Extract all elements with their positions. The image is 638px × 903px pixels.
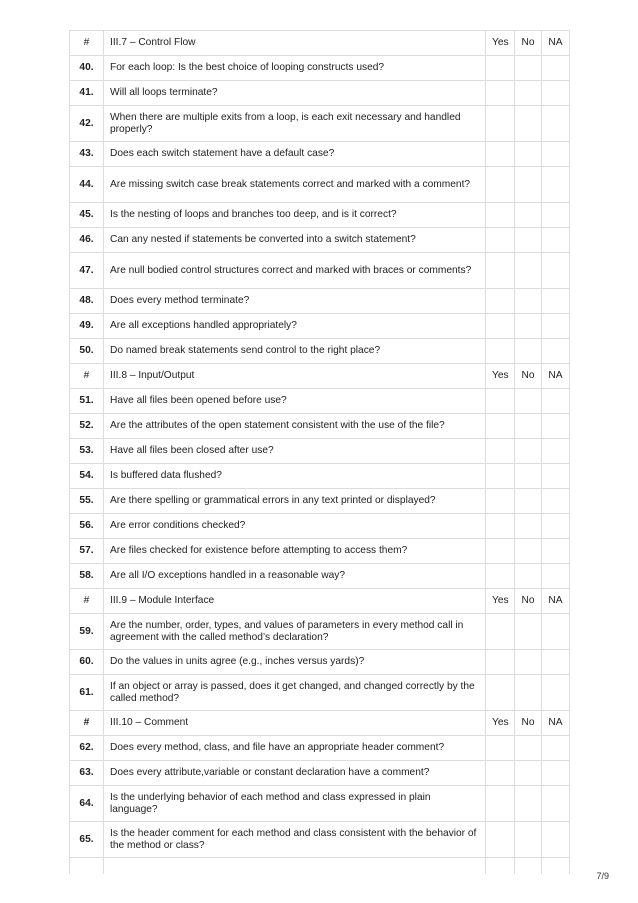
checklist-item-row bbox=[70, 736, 570, 761]
section-header-row bbox=[70, 711, 570, 736]
document-page bbox=[69, 30, 569, 874]
no-answer-cell bbox=[515, 167, 542, 203]
item-number: 45. bbox=[70, 203, 104, 228]
no-answer-cell bbox=[515, 514, 542, 539]
checklist-item-row bbox=[70, 822, 570, 858]
item-number: 48. bbox=[70, 289, 104, 314]
na-answer-cell bbox=[542, 564, 570, 589]
no-answer-cell bbox=[515, 253, 542, 289]
section-title: III.10 – Comment bbox=[104, 711, 486, 736]
checklist-body bbox=[70, 31, 570, 875]
item-question: Does every attribute,variable or constant declaration have a comment? bbox=[104, 761, 486, 786]
checklist-item-row bbox=[70, 81, 570, 106]
na-column-header: NA bbox=[542, 364, 570, 389]
item-number: 41. bbox=[70, 81, 104, 106]
item-number: 40. bbox=[70, 56, 104, 81]
no-answer-cell bbox=[515, 339, 542, 364]
item-question: Are all I/O exceptions handled in a reasonable way? bbox=[104, 564, 486, 589]
no-answer-cell bbox=[515, 822, 542, 858]
checklist-item-row bbox=[70, 203, 570, 228]
no-answer-cell bbox=[515, 464, 542, 489]
no-answer-cell bbox=[515, 81, 542, 106]
checklist-item-row bbox=[70, 786, 570, 822]
yes-column-header: Yes bbox=[486, 364, 515, 389]
checklist-item-row bbox=[70, 539, 570, 564]
item-number: 62. bbox=[70, 736, 104, 761]
item-number: 50. bbox=[70, 339, 104, 364]
section-title: III.8 – Input/Output bbox=[104, 364, 486, 389]
yes-answer-cell bbox=[486, 228, 515, 253]
item-question: Do the values in units agree (e.g., inches versus yards)? bbox=[104, 650, 486, 675]
item-number: 47. bbox=[70, 253, 104, 289]
section-title: III.7 – Control Flow bbox=[104, 31, 486, 56]
no-answer-cell bbox=[515, 203, 542, 228]
na-answer-cell bbox=[542, 439, 570, 464]
na-answer-cell bbox=[542, 289, 570, 314]
item-question: Are the number, order, types, and values of parameters in every method call in agreement with the called method’s declaration? bbox=[104, 614, 486, 650]
yes-answer-cell bbox=[486, 203, 515, 228]
checklist-item-row bbox=[70, 253, 570, 289]
na-answer-cell bbox=[542, 675, 570, 711]
checklist-item-row bbox=[70, 439, 570, 464]
checklist-item-row bbox=[70, 56, 570, 81]
yes-answer-cell bbox=[486, 56, 515, 81]
na-answer-cell bbox=[542, 389, 570, 414]
yes-answer-cell bbox=[486, 786, 515, 822]
item-number: 53. bbox=[70, 439, 104, 464]
na-answer-cell bbox=[542, 203, 570, 228]
item-number: 57. bbox=[70, 539, 104, 564]
item-question: Do named break statements send control to the right place? bbox=[104, 339, 486, 364]
item-question: Does each switch statement have a default case? bbox=[104, 142, 486, 167]
item-number: 55. bbox=[70, 489, 104, 514]
item-number: 43. bbox=[70, 142, 104, 167]
item-question: Is the header comment for each method and class consistent with the behavior of the method or class? bbox=[104, 822, 486, 858]
na-answer-cell bbox=[542, 228, 570, 253]
no-answer-cell bbox=[515, 439, 542, 464]
continued-cell bbox=[486, 858, 515, 875]
item-number: 44. bbox=[70, 167, 104, 203]
yes-answer-cell bbox=[486, 675, 515, 711]
item-question: Is the underlying behavior of each method and class expressed in plain language? bbox=[104, 786, 486, 822]
no-answer-cell bbox=[515, 314, 542, 339]
checklist-item-row bbox=[70, 289, 570, 314]
item-number: 65. bbox=[70, 822, 104, 858]
na-column-header: NA bbox=[542, 589, 570, 614]
checklist-item-row bbox=[70, 228, 570, 253]
item-number: 46. bbox=[70, 228, 104, 253]
item-question: Does every method, class, and file have an appropriate header comment? bbox=[104, 736, 486, 761]
no-column-header: No bbox=[515, 711, 542, 736]
na-answer-cell bbox=[542, 489, 570, 514]
no-answer-cell bbox=[515, 106, 542, 142]
yes-column-header: Yes bbox=[486, 589, 515, 614]
continued-row bbox=[70, 858, 570, 875]
no-answer-cell bbox=[515, 142, 542, 167]
na-answer-cell bbox=[542, 414, 570, 439]
no-answer-cell bbox=[515, 489, 542, 514]
na-column-header: NA bbox=[542, 31, 570, 56]
checklist-item-row bbox=[70, 514, 570, 539]
checklist-item-row bbox=[70, 339, 570, 364]
item-number: 60. bbox=[70, 650, 104, 675]
na-answer-cell bbox=[542, 339, 570, 364]
item-question: Are null bodied control structures correct and marked with braces or comments? bbox=[104, 253, 486, 289]
yes-answer-cell bbox=[486, 389, 515, 414]
section-header-row bbox=[70, 589, 570, 614]
yes-answer-cell bbox=[486, 614, 515, 650]
checklist-item-row bbox=[70, 464, 570, 489]
no-answer-cell bbox=[515, 650, 542, 675]
item-question: Have all files been closed after use? bbox=[104, 439, 486, 464]
section-header-row bbox=[70, 364, 570, 389]
item-question: Is the nesting of loops and branches too deep, and is it correct? bbox=[104, 203, 486, 228]
item-question: Will all loops terminate? bbox=[104, 81, 486, 106]
na-answer-cell bbox=[542, 142, 570, 167]
na-answer-cell bbox=[542, 81, 570, 106]
item-question: Does every method terminate? bbox=[104, 289, 486, 314]
yes-answer-cell bbox=[486, 736, 515, 761]
yes-answer-cell bbox=[486, 489, 515, 514]
item-question: Are error conditions checked? bbox=[104, 514, 486, 539]
yes-answer-cell bbox=[486, 822, 515, 858]
item-number: 51. bbox=[70, 389, 104, 414]
inspection-checklist-table bbox=[69, 30, 570, 874]
item-question: When there are multiple exits from a loop, is each exit necessary and handled properly? bbox=[104, 106, 486, 142]
yes-answer-cell bbox=[486, 289, 515, 314]
yes-answer-cell bbox=[486, 464, 515, 489]
na-answer-cell bbox=[542, 614, 570, 650]
checklist-item-row bbox=[70, 389, 570, 414]
checklist-item-row bbox=[70, 106, 570, 142]
na-answer-cell bbox=[542, 786, 570, 822]
item-question: Have all files been opened before use? bbox=[104, 389, 486, 414]
item-number: 49. bbox=[70, 314, 104, 339]
item-question: For each loop: Is the best choice of looping constructs used? bbox=[104, 56, 486, 81]
no-answer-cell bbox=[515, 389, 542, 414]
yes-answer-cell bbox=[486, 514, 515, 539]
na-answer-cell bbox=[542, 106, 570, 142]
na-column-header: NA bbox=[542, 711, 570, 736]
item-number: 63. bbox=[70, 761, 104, 786]
section-hash-cell: # bbox=[70, 364, 104, 389]
na-answer-cell bbox=[542, 464, 570, 489]
na-answer-cell bbox=[542, 539, 570, 564]
section-hash-cell: # bbox=[70, 589, 104, 614]
page-number: 7/9 bbox=[596, 871, 609, 881]
no-answer-cell bbox=[515, 228, 542, 253]
item-question: Can any nested if statements be converted into a switch statement? bbox=[104, 228, 486, 253]
checklist-item-row bbox=[70, 489, 570, 514]
na-answer-cell bbox=[542, 761, 570, 786]
no-answer-cell bbox=[515, 56, 542, 81]
checklist-item-row bbox=[70, 675, 570, 711]
na-answer-cell bbox=[542, 56, 570, 81]
na-answer-cell bbox=[542, 650, 570, 675]
item-question: Are the attributes of the open statement consistent with the use of the file? bbox=[104, 414, 486, 439]
item-number: 54. bbox=[70, 464, 104, 489]
yes-answer-cell bbox=[486, 439, 515, 464]
yes-answer-cell bbox=[486, 761, 515, 786]
item-question: Is buffered data flushed? bbox=[104, 464, 486, 489]
item-question: Are all exceptions handled appropriately? bbox=[104, 314, 486, 339]
na-answer-cell bbox=[542, 822, 570, 858]
section-hash-cell: # bbox=[70, 31, 104, 56]
checklist-item-row bbox=[70, 167, 570, 203]
yes-answer-cell bbox=[486, 253, 515, 289]
section-title: III.9 – Module Interface bbox=[104, 589, 486, 614]
item-number: 64. bbox=[70, 786, 104, 822]
no-column-header: No bbox=[515, 364, 542, 389]
yes-answer-cell bbox=[486, 81, 515, 106]
yes-answer-cell bbox=[486, 650, 515, 675]
no-column-header: No bbox=[515, 589, 542, 614]
yes-answer-cell bbox=[486, 106, 515, 142]
continued-cell bbox=[542, 858, 570, 875]
yes-answer-cell bbox=[486, 339, 515, 364]
item-number: 59. bbox=[70, 614, 104, 650]
checklist-item-row bbox=[70, 564, 570, 589]
no-answer-cell bbox=[515, 564, 542, 589]
item-number: 61. bbox=[70, 675, 104, 711]
checklist-item-row bbox=[70, 761, 570, 786]
no-answer-cell bbox=[515, 761, 542, 786]
item-question: Are files checked for existence before attempting to access them? bbox=[104, 539, 486, 564]
no-answer-cell bbox=[515, 675, 542, 711]
na-answer-cell bbox=[542, 736, 570, 761]
item-number: 56. bbox=[70, 514, 104, 539]
no-answer-cell bbox=[515, 289, 542, 314]
yes-column-header: Yes bbox=[486, 711, 515, 736]
continued-cell bbox=[515, 858, 542, 875]
continued-cell bbox=[70, 858, 104, 875]
item-number: 58. bbox=[70, 564, 104, 589]
no-answer-cell bbox=[515, 539, 542, 564]
no-answer-cell bbox=[515, 614, 542, 650]
yes-answer-cell bbox=[486, 564, 515, 589]
item-question: Are missing switch case break statements correct and marked with a comment? bbox=[104, 167, 486, 203]
na-answer-cell bbox=[542, 514, 570, 539]
yes-answer-cell bbox=[486, 539, 515, 564]
yes-answer-cell bbox=[486, 314, 515, 339]
yes-answer-cell bbox=[486, 142, 515, 167]
item-number: 42. bbox=[70, 106, 104, 142]
yes-answer-cell bbox=[486, 167, 515, 203]
section-header-row bbox=[70, 31, 570, 56]
checklist-item-row bbox=[70, 142, 570, 167]
checklist-item-row bbox=[70, 614, 570, 650]
continued-cell bbox=[104, 858, 486, 875]
no-column-header: No bbox=[515, 31, 542, 56]
item-question: If an object or array is passed, does it get changed, and changed correctly by the called method? bbox=[104, 675, 486, 711]
section-hash-cell: # bbox=[70, 711, 104, 736]
yes-answer-cell bbox=[486, 414, 515, 439]
checklist-item-row bbox=[70, 414, 570, 439]
no-answer-cell bbox=[515, 736, 542, 761]
no-answer-cell bbox=[515, 786, 542, 822]
checklist-item-row bbox=[70, 650, 570, 675]
item-number: 52. bbox=[70, 414, 104, 439]
yes-column-header: Yes bbox=[486, 31, 515, 56]
no-answer-cell bbox=[515, 414, 542, 439]
na-answer-cell bbox=[542, 314, 570, 339]
na-answer-cell bbox=[542, 167, 570, 203]
checklist-item-row bbox=[70, 314, 570, 339]
na-answer-cell bbox=[542, 253, 570, 289]
item-question: Are there spelling or grammatical errors in any text printed or displayed? bbox=[104, 489, 486, 514]
